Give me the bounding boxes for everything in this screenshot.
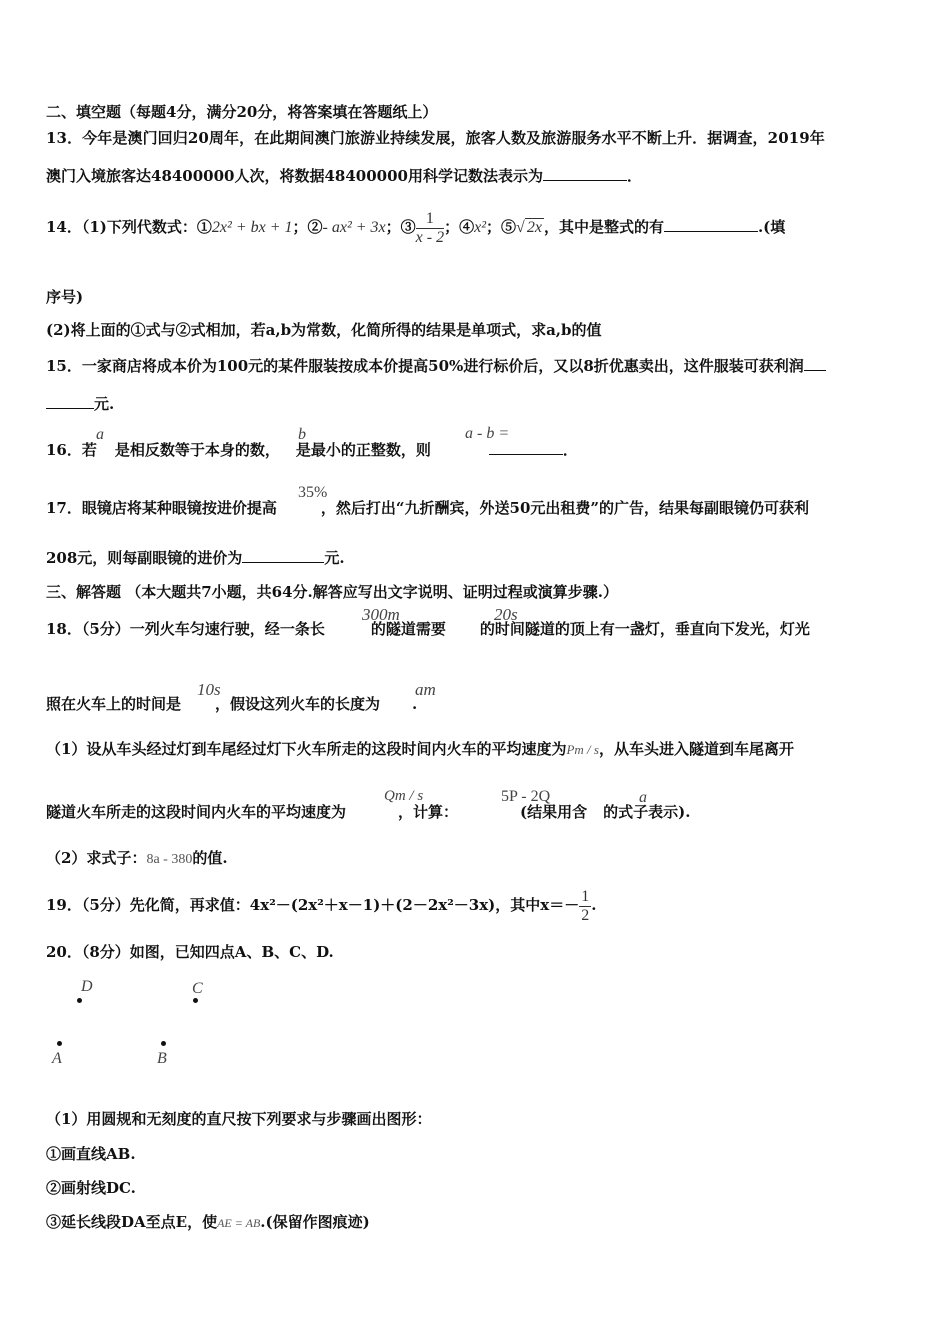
q14-expr5-radicand: 2x <box>526 219 542 236</box>
q18-speed-q: Qm / s <box>384 788 424 804</box>
point-c-dot <box>193 998 198 1003</box>
q19-line <box>46 886 596 925</box>
q18-l5a: （2）求式子： <box>46 849 147 867</box>
q20-step3-expr: AE = AB <box>217 1216 261 1230</box>
q15-line2 <box>46 394 114 413</box>
q18-part2 <box>46 849 228 869</box>
q14-expr3-denominator: x - 2 <box>415 228 445 246</box>
q18-l2c: . <box>412 695 418 713</box>
q14-expr4: x² <box>474 219 487 236</box>
q20-step3 <box>46 1213 370 1232</box>
q17-p2: ，然后打出“九折酬宾，外送50元出租费”的广告，结果每副眼镜仍可获利 <box>320 499 810 517</box>
q18-l5b: 的值. <box>192 849 228 867</box>
q14-part2: (2)将上面的①式与②式相加，若a,b为常数，化简所得的结果是单项式，求a,b的值 <box>46 321 602 339</box>
q18-line2 <box>46 695 417 713</box>
point-b-dot <box>161 1041 166 1046</box>
q18-expr-5p-2q: 5P - 2Q <box>501 788 551 805</box>
q18-tunnel-length: 300m <box>362 605 400 624</box>
q13-text: 澳门入境旅客达48400000人次，将数据48400000用科学记数法表示为 <box>46 167 543 185</box>
q20-line1: 20．（8分）如图，已知四点A、B、C、D. <box>46 943 334 961</box>
q18-tunnel-time: 20s <box>494 605 518 624</box>
q18-l4b: ，计算： <box>398 803 459 821</box>
q19-denominator: 2 <box>581 906 590 924</box>
q13-line1: 13．今年是澳门回归20周年，在此期间澳门旅游业持续发展，旅客人数及旅游服务水平不断上升．据调查，2019年 <box>46 129 825 147</box>
q15-blank-b[interactable] <box>46 394 94 409</box>
q18-p1: 18．（5分）一列火车匀速行驶，经一条长 <box>46 620 325 638</box>
q20-step1: ①画直线AB. <box>46 1145 136 1163</box>
point-a-dot <box>57 1041 62 1046</box>
q17-l2a: 208元，则每副眼镜的进价为 <box>46 549 243 567</box>
q13-line2 <box>46 166 642 185</box>
q17-p1: 17．眼镜店将某种眼镜按进价提高 <box>46 499 277 517</box>
q16-end: ． <box>562 441 578 459</box>
q18-part1-line1 <box>46 740 794 759</box>
q18-light-time: 10s <box>197 680 221 699</box>
section-3-title: 三、解答题 （本大题共7小题，共64分.解答应写出文字说明、证明过程或演算步骤.） <box>46 583 618 601</box>
q18-train-length: am <box>415 680 436 699</box>
q15-text: 15．一家商店将成本价为100元的某件服装按成本价提高50%进行标价后，又以8折优惠卖出，这件服装可获利润 <box>46 357 804 375</box>
q19-numerator: 1 <box>581 887 590 905</box>
q14-lead: 14．（1)下列代数式：① <box>46 218 212 236</box>
q16-p1: 16．若 <box>46 441 97 459</box>
q14-sep1: ；② <box>292 218 323 236</box>
q13-end: ． <box>627 167 643 185</box>
point-b-label: B <box>157 1050 167 1067</box>
q18-l2a: 照在火车上的时间是 <box>46 695 182 713</box>
section-2-title: 二、填空题（每题4分，满分20分，将答案填在答题纸上） <box>46 103 438 121</box>
point-d-dot <box>77 998 82 1003</box>
q14-expr3-fraction <box>416 210 444 247</box>
q17-line2 <box>46 548 345 567</box>
q18-l2b: ，假设这列火车的长度为 <box>215 695 381 713</box>
q18-p3: 的时间隧道的顶上有一盏灯，垂直向下发光，灯光 <box>479 620 810 638</box>
q20-step2: ②画射线DC. <box>46 1179 136 1197</box>
q18-part1-line2 <box>46 803 690 821</box>
q18-speed-p: Pm / s <box>566 742 599 757</box>
q18-var-a: a <box>639 789 647 806</box>
q17-percent: 35% <box>298 484 328 501</box>
q16-var-a: a <box>96 426 104 443</box>
q14-sep3: ；④ <box>444 218 475 236</box>
q14-fill: .(填 <box>757 218 786 236</box>
q19-fraction <box>579 888 591 925</box>
q18-l4c: (结果用含 <box>520 803 588 821</box>
q18-l3a: （1）设从车头经过灯到车尾经过灯下火车所走的这段时间内火车的平均速度为 <box>46 740 567 758</box>
point-d-label: D <box>81 978 93 995</box>
q14-expr1: 2x² + bx + 1 <box>211 219 293 236</box>
q16-p3: 是最小的正整数，则 <box>295 441 431 459</box>
q18-expr-8a: 8a - 380 <box>146 852 193 867</box>
q15-blank-a[interactable] <box>804 356 826 371</box>
q15-line1 <box>46 356 826 375</box>
q18-p2: 的隧道需要 <box>370 620 446 638</box>
q14-expr3-numerator: 1 <box>416 210 444 229</box>
q20-step-intro: （1）用圆规和无刻度的直尺按下列要求与步骤画出图形： <box>46 1110 432 1128</box>
q16-p2: 是相反数等于本身的数， <box>114 441 280 459</box>
q14-tail: ，其中是整式的有 <box>543 218 664 236</box>
q17-blank[interactable] <box>242 548 324 563</box>
q19-end: . <box>591 896 597 914</box>
q14-expr2: - ax² + 3x <box>322 219 386 236</box>
q17-l2b: 元. <box>324 549 345 567</box>
q17-line1 <box>46 499 809 517</box>
q14-sep4: ；⑤ <box>486 218 517 236</box>
q14-sep2: ；③ <box>385 218 416 236</box>
q13-blank[interactable] <box>543 166 627 181</box>
point-a-label: A <box>52 1050 62 1067</box>
q16-var-b: b <box>298 426 306 443</box>
q19-text: 19．（5分）先化简，再求值：4x²－(2x²＋x－1)＋(2－2x²－3x)，其中x＝－ <box>46 896 580 914</box>
q15-end: 元. <box>94 395 115 413</box>
q14-expr5-sqrt: √ 2x <box>516 219 542 236</box>
q18-l3b: ，从车头进入隧道到车尾离开 <box>598 740 794 758</box>
q18-l4a: 隧道火车所走的这段时间内火车的平均速度为 <box>46 803 347 821</box>
q16-expr: a - b = <box>465 425 510 442</box>
q14-line1 <box>46 205 785 250</box>
q20-step3-text: ③延长线段DA至点E，使 <box>46 1213 218 1231</box>
q14-line2: 序号) <box>46 288 84 306</box>
point-c-label: C <box>192 980 203 997</box>
q18-line1 <box>46 620 810 638</box>
q18-l4d: 的式子表示). <box>603 803 691 821</box>
q20-step3-end: .(保留作图痕迹) <box>260 1213 370 1231</box>
q14-blank[interactable] <box>664 217 758 232</box>
